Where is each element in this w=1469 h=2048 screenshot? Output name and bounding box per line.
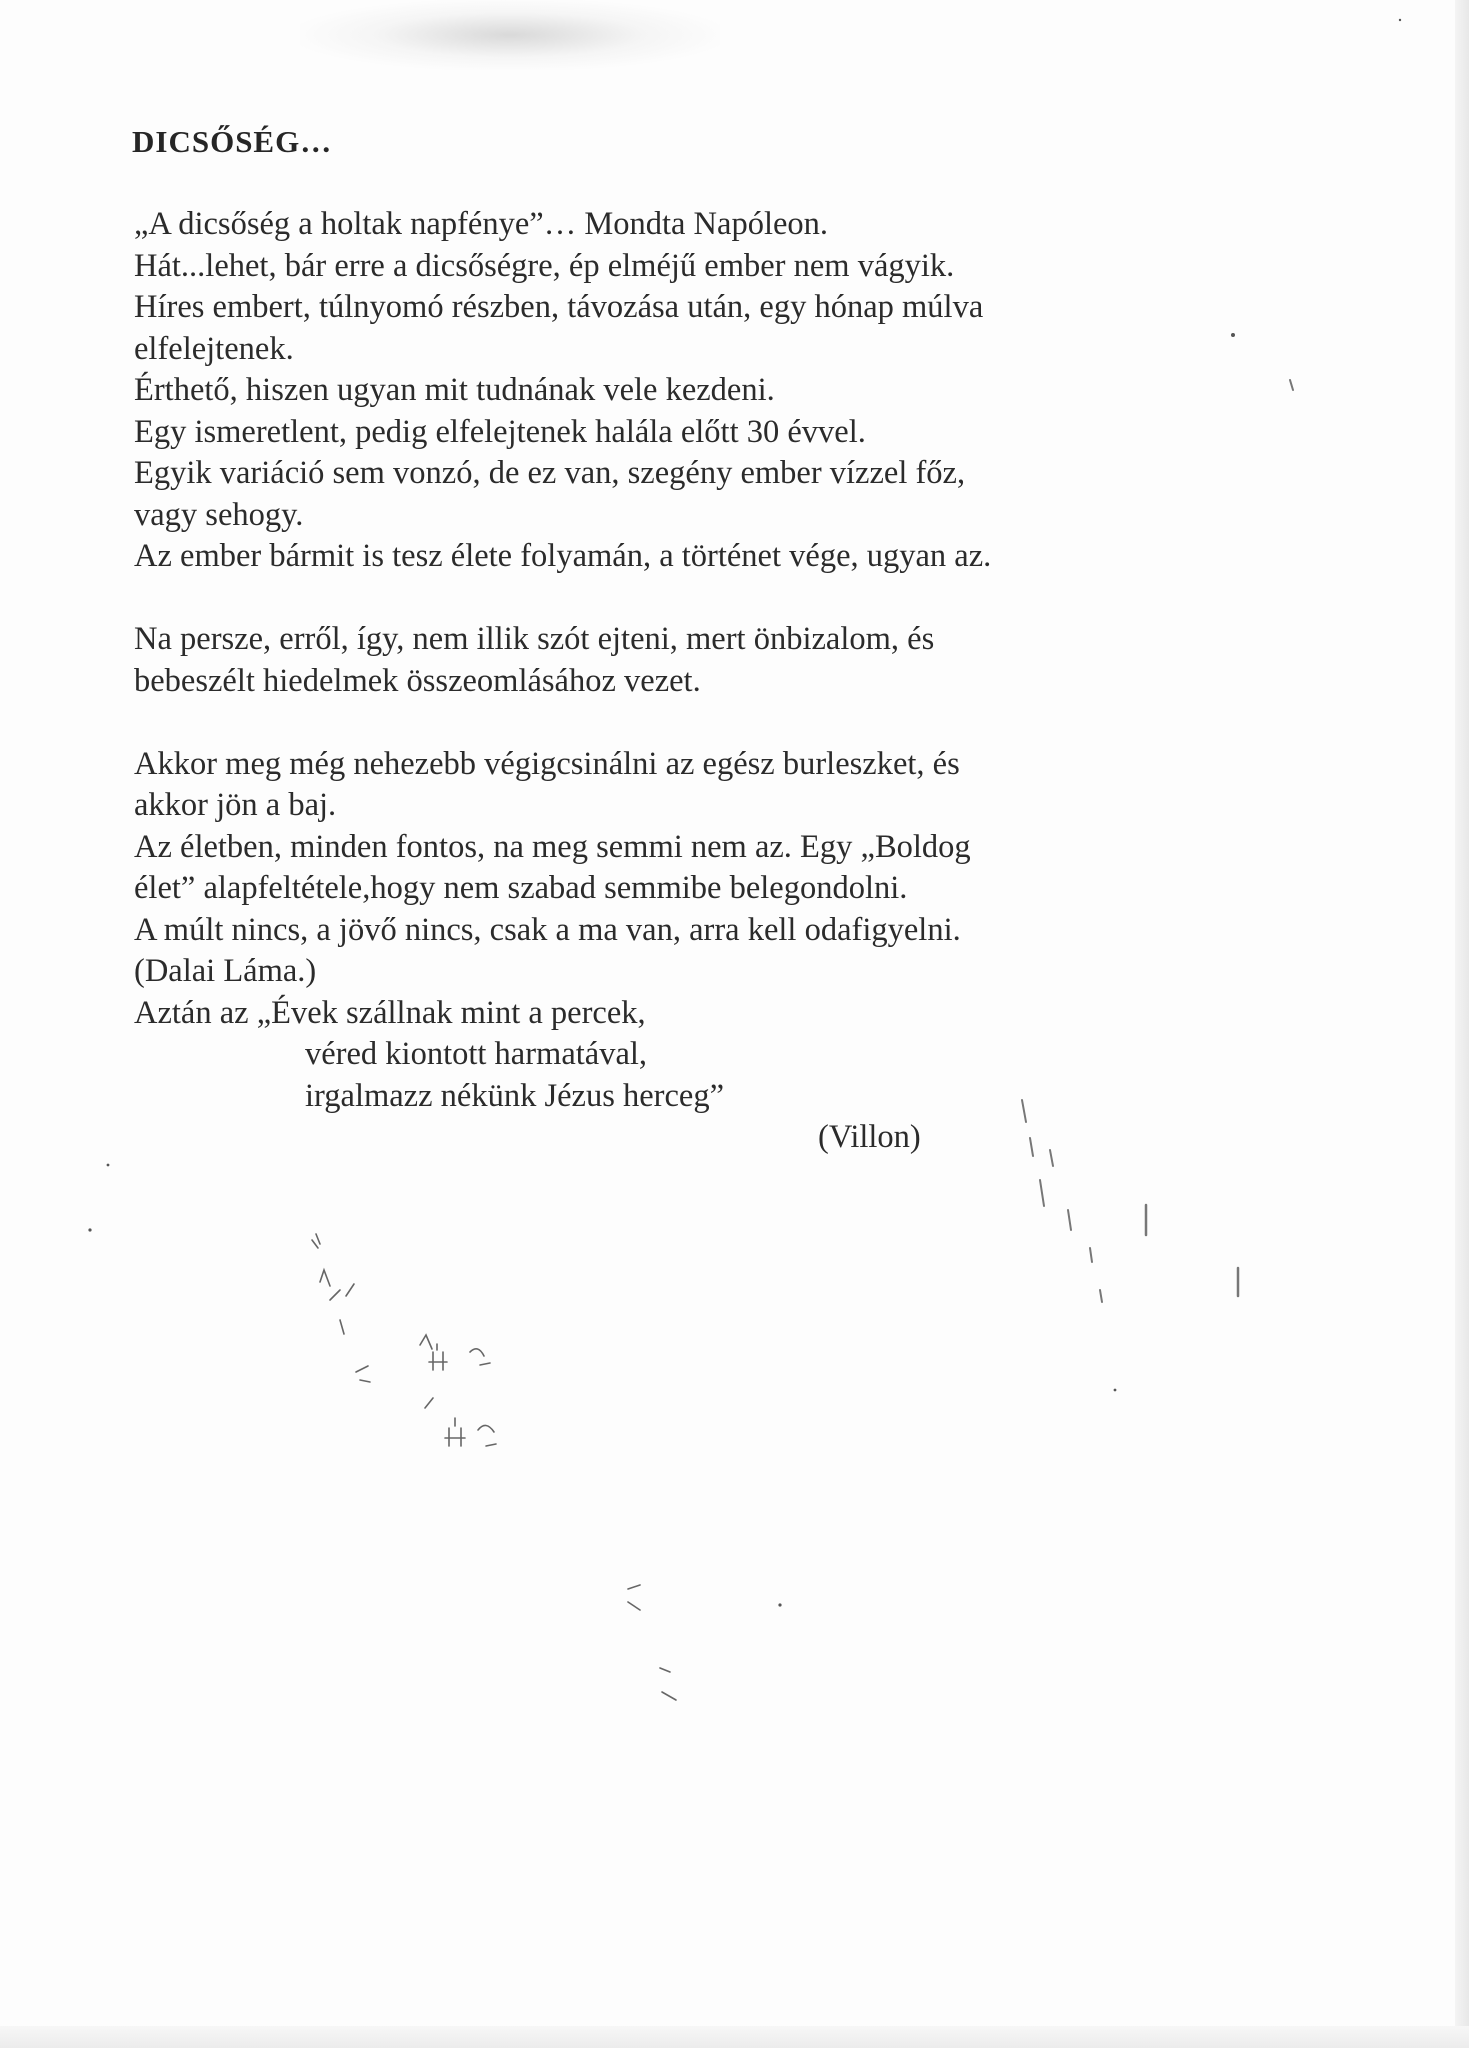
body-line: Hát...lehet, bár erre a dicsőségre, ép elméjű ember nem vágyik. [134,247,955,284]
body-line: „A dicsőség a holtak napfénye”… Mondta Napóleon. [134,206,829,242]
poem-attribution: (Villon) [818,1119,921,1155]
poem-line: irgalmazz nékünk Jézus herceg” [305,1077,724,1114]
poem-line: véred kiontott harmatával, [305,1036,648,1072]
poem-line: Aztán az „Évek szállnak mint a percek, [134,994,646,1031]
document-title: DICSŐSÉG… [132,124,333,159]
body-line: akkor jön a baj. [134,787,337,823]
body-line: Az életben, minden fontos, na meg semmi nem az. Egy „Boldog [134,828,971,865]
body-line: Az ember bármit is tesz élete folyamán, a történet vége, ugyan az. [134,538,992,574]
body-line: Akkor meg még nehezebb végigcsinálni az egész burleszket, és [134,745,960,782]
pencil-scribbles [312,1234,676,1700]
body-line: Érthető, hiszen ugyan mit tudnának vele kezdeni. [134,372,775,408]
body-line: Egy ismeretlent, pedig elfelejtenek halála előtt 30 évvel. [134,413,866,450]
body-line: vagy sehogy. [134,496,304,533]
scan-specks [88,19,1401,1607]
body-line: A múlt nincs, a jövő nincs, csak a ma van, arra kell odafigyelni. [134,911,961,948]
scan-streaks [1022,380,1293,1302]
body-line: Híres embert, túlnyomó részben, távozása után, egy hónap múlva [134,289,984,325]
body-line: bebeszélt hiedelmek összeomlásához vezet. [134,662,701,699]
body-line: élet” alapfeltétele,hogy nem szabad semmibe belegondolni. [134,870,908,906]
body-line: elfelejtenek. [134,330,294,367]
quote-attribution: (Dalai Láma.) [134,953,317,989]
body-line: Egyik variáció sem vonzó, de ez van, szegény ember vízzel főz, [134,455,966,491]
body-line: Na persze, erről, így, nem illik szót ejteni, mert önbizalom, és [134,621,935,657]
